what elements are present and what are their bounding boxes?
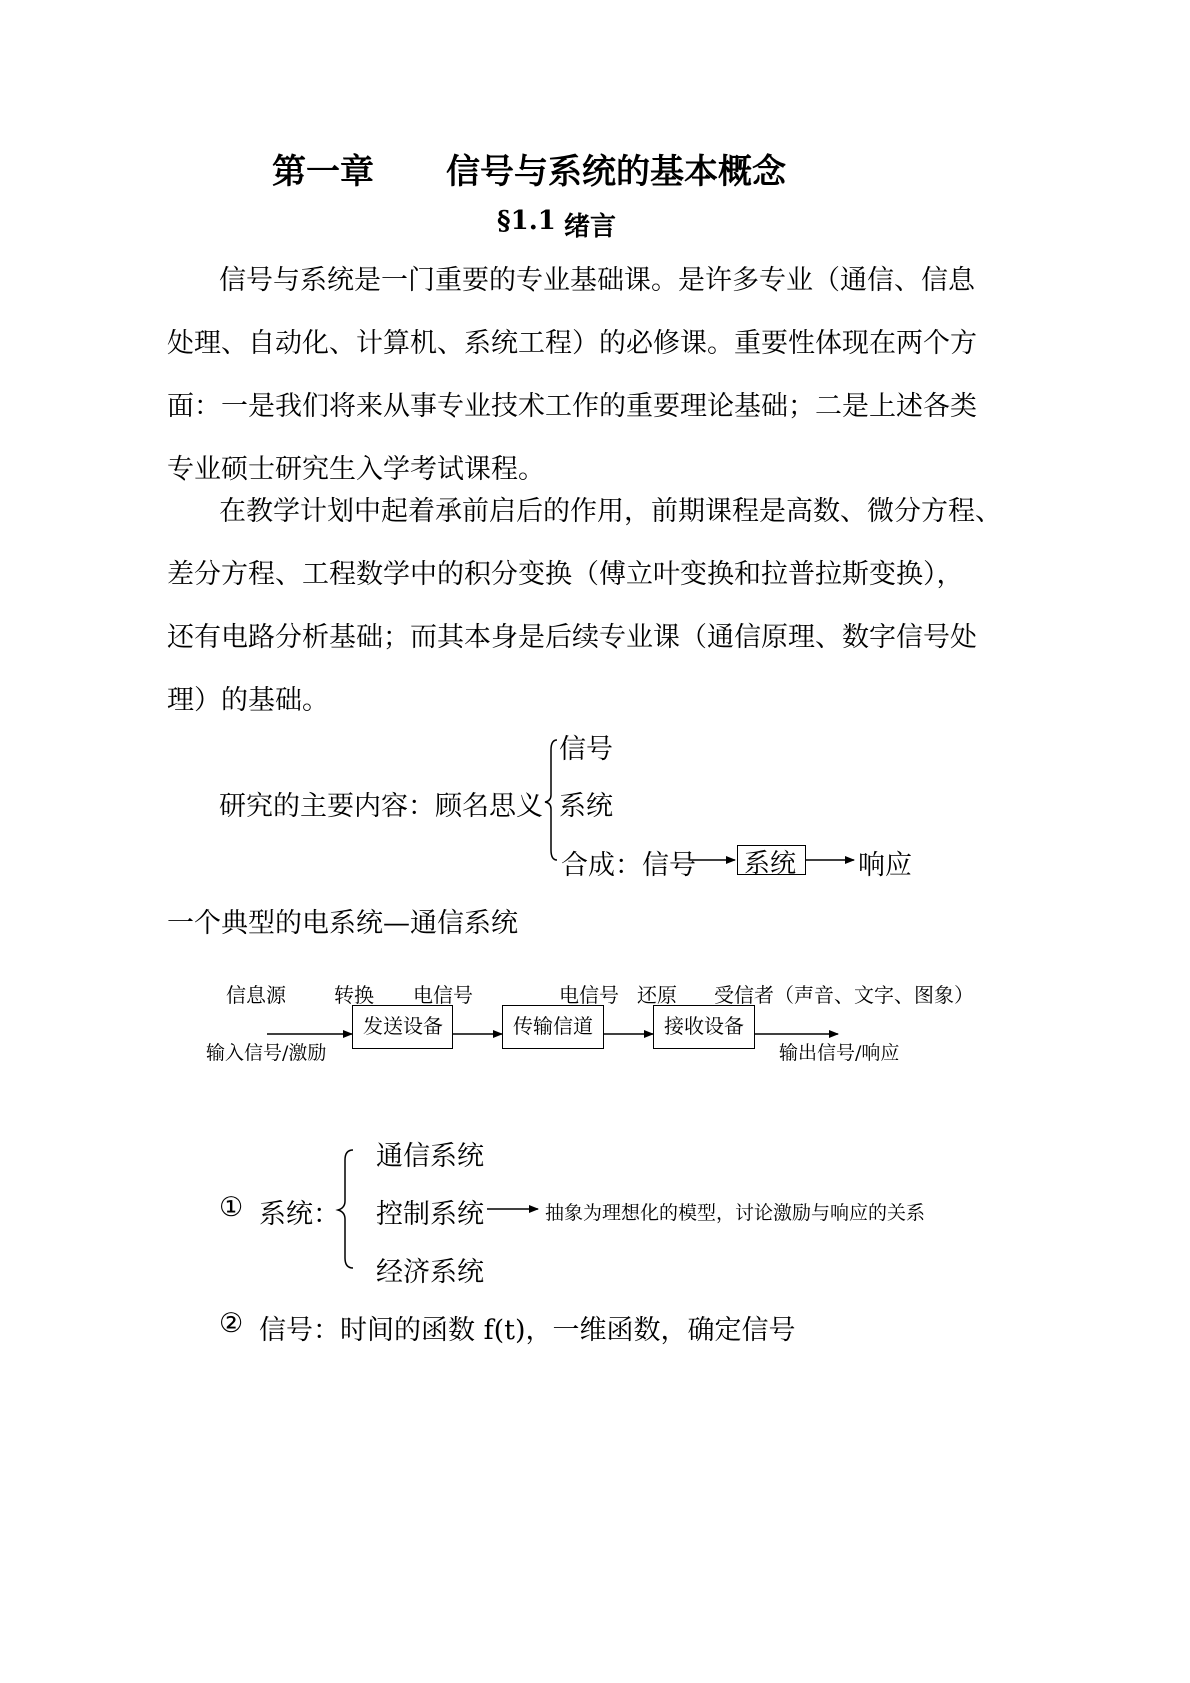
paragraph-line: 还有电路分析基础；而其本身是后续专业课（通信原理、数字信号处 bbox=[167, 622, 977, 653]
diagram-box-channel: 传输信道 bbox=[502, 1005, 604, 1049]
section-title: 绪言 bbox=[564, 212, 617, 242]
systems-marker: ① bbox=[219, 1192, 244, 1223]
diagram-label-restore: 还原 bbox=[637, 983, 677, 1007]
signal-text: 信号：时间的函数 f(t)，一维函数，确定信号 bbox=[259, 1315, 796, 1346]
systems-note: 抽象为理想化的模型，讨论激励与响应的关系 bbox=[545, 1202, 926, 1224]
section-number: §1.1 bbox=[497, 206, 556, 236]
paragraph-line: 差分方程、工程数学中的积分变换（傅立叶变换和拉普拉斯变换）， bbox=[167, 559, 964, 590]
chapter-title: 信号与系统的基本概念 bbox=[446, 152, 786, 192]
research-brace bbox=[545, 740, 557, 860]
paragraph-line: 理）的基础。 bbox=[167, 685, 329, 716]
systems-item-control: 控制系统 bbox=[376, 1199, 484, 1230]
signal-marker: ② bbox=[219, 1308, 244, 1339]
diagram-label-signal-out: 电信号 bbox=[559, 983, 619, 1007]
diagram-box-transmitter: 发送设备 bbox=[352, 1005, 453, 1049]
research-item-system: 系统 bbox=[559, 791, 613, 822]
paragraph-line: 专业硕士研究生入学考试课程。 bbox=[167, 454, 545, 485]
synthesis-system-box: 系统 bbox=[737, 845, 806, 875]
systems-item-economy: 经济系统 bbox=[376, 1257, 484, 1288]
systems-item-communication: 通信系统 bbox=[376, 1141, 484, 1172]
synthesis-label: 合成：信号 bbox=[561, 850, 696, 881]
paragraph-line: 在教学计划中起着承前启后的作用，前期课程是高数、微分方程、 bbox=[219, 496, 1002, 527]
synthesis-output: 响应 bbox=[858, 850, 912, 881]
diagram-label-source: 信息源 bbox=[226, 983, 286, 1007]
diagram-box-receiver: 接收设备 bbox=[653, 1005, 755, 1049]
paragraph-line: 处理、自动化、计算机、系统工程）的必修课。重要性体现在两个方 bbox=[167, 328, 977, 359]
diagram-label-receiver: 受信者（声音、文字、图象） bbox=[714, 983, 974, 1007]
diagram-input-label: 输入信号/激励 bbox=[206, 1042, 327, 1064]
systems-label: 系统： bbox=[259, 1199, 340, 1230]
systems-brace bbox=[338, 1150, 353, 1268]
diagram-label-signal-in: 电信号 bbox=[413, 983, 473, 1007]
paragraph-line: 信号与系统是一门重要的专业基础课。是许多专业（通信、信息 bbox=[219, 265, 975, 296]
chapter-label: 第一章 bbox=[272, 152, 374, 192]
research-label: 研究的主要内容：顾名思义 bbox=[219, 791, 543, 822]
diagram-output-label: 输出信号/响应 bbox=[779, 1042, 900, 1064]
typical-system-heading: 一个典型的电系统—通信系统 bbox=[167, 908, 518, 939]
paragraph-line: 面：一是我们将来从事专业技术工作的重要理论基础；二是上述各类 bbox=[167, 391, 977, 422]
research-item-signal: 信号 bbox=[559, 734, 613, 765]
diagram-label-convert: 转换 bbox=[334, 983, 374, 1007]
